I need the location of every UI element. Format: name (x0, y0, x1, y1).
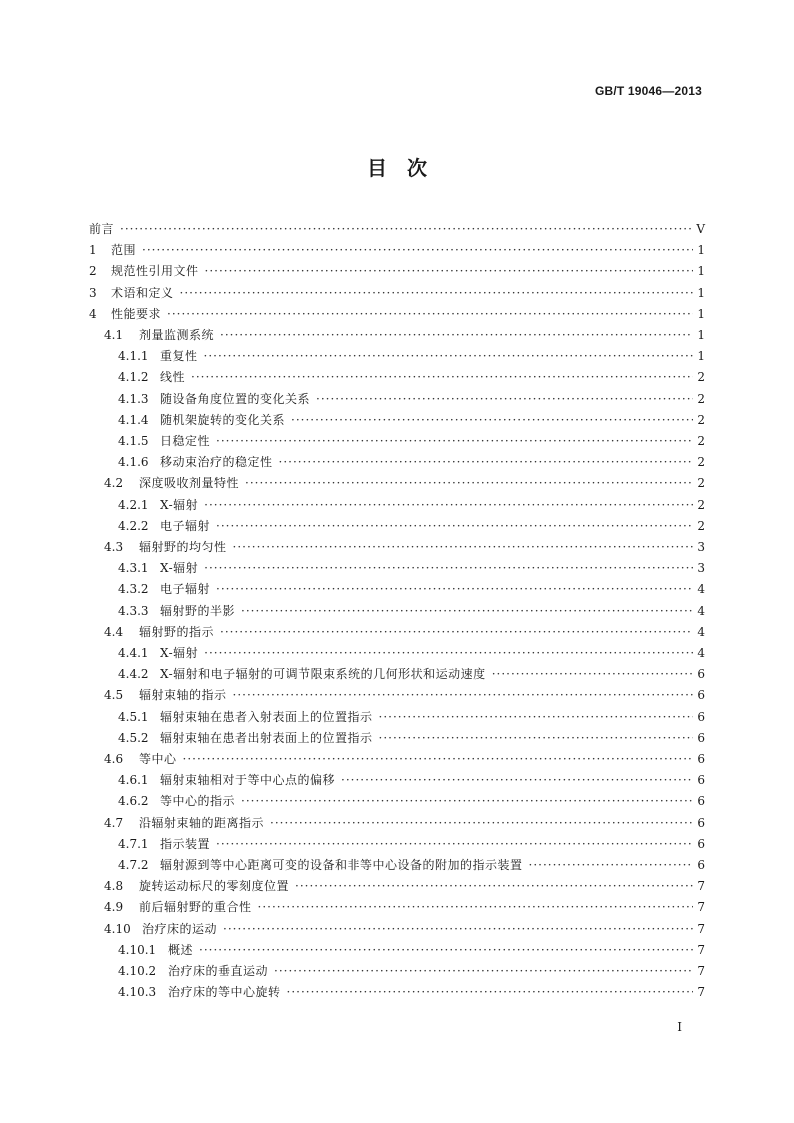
toc-leader-dots (216, 431, 693, 451)
toc-entry[interactable] (118, 982, 705, 1002)
toc-entry-page: 7 (697, 900, 705, 915)
toc-leader-dots (204, 558, 693, 578)
toc-entry-number: 4.6.2 (118, 794, 149, 809)
toc-entry[interactable] (89, 219, 705, 239)
toc-entry[interactable] (118, 855, 705, 875)
toc-leader-dots (287, 982, 693, 1002)
toc-entry[interactable] (118, 834, 705, 854)
toc-leader-dots (341, 770, 693, 790)
toc-entry-title: X-辐射 (160, 561, 199, 576)
toc-entry[interactable] (118, 389, 705, 409)
toc-entry[interactable] (118, 367, 705, 387)
toc-entry[interactable] (118, 664, 705, 684)
toc-entry[interactable] (118, 940, 705, 960)
toc-entry-number: 4.7.2 (118, 858, 149, 872)
page-number: I (677, 1020, 682, 1034)
toc-entry-page: 6 (697, 794, 705, 809)
toc-entry-number: 2 (89, 264, 97, 279)
toc-entry-page: 1 (697, 243, 705, 258)
toc-entry-title: 指示装置 (160, 836, 211, 851)
toc-entry-title: 概述 (168, 942, 194, 957)
toc-entry-page: 7 (697, 964, 705, 978)
toc-entry-page: 2 (697, 455, 705, 470)
toc-entry-page: 6 (697, 773, 705, 788)
toc-entry-number: 4.1.1 (118, 349, 149, 364)
toc-leader-dots (120, 219, 692, 239)
toc-entry-page: 1 (697, 285, 705, 300)
toc-entry-page: 6 (697, 730, 705, 745)
toc-entry-title: 治疗床的等中心旋转 (168, 985, 281, 1000)
toc-leader-dots (216, 579, 693, 599)
toc-entry-number: 4.10 (104, 921, 131, 936)
toc-entry-title: 辐射野的半影 (160, 603, 236, 618)
toc-entry[interactable] (118, 770, 705, 790)
toc-entry-title: 旋转运动标尺的零刻度位置 (139, 879, 290, 894)
toc-entry-title: 辐射源到等中心距离可变的设备和非等中心设备的附加的指示装置 (160, 858, 523, 872)
toc-leader-dots (233, 537, 693, 557)
toc-entry[interactable] (118, 346, 705, 366)
toc-entry[interactable] (118, 579, 705, 599)
toc-entry-title: 移动束治疗的稳定性 (160, 455, 273, 470)
toc-entry-title: 等中心的指示 (160, 794, 236, 809)
toc-leader-dots (295, 876, 693, 896)
toc-entry[interactable] (104, 685, 705, 705)
toc-entry-number: 4.6.1 (118, 773, 149, 788)
toc-leader-dots (216, 516, 693, 536)
toc-entry-number: 4.3.3 (118, 603, 149, 618)
toc-entry-number: 4.3.2 (118, 582, 149, 597)
toc-entry-number: 1 (89, 243, 97, 258)
toc-entry-title: 电子辐射 (160, 582, 211, 597)
toc-entry[interactable] (89, 304, 705, 324)
toc-leader-dots (191, 367, 693, 387)
toc-entry-page: 1 (697, 349, 705, 364)
toc-entry-title: X-辐射 (160, 497, 199, 512)
toc-leader-dots (183, 749, 693, 769)
toc-entry-title: 前后辐射野的重合性 (139, 900, 252, 915)
toc-entry-page: 2 (697, 370, 705, 385)
toc-entry-number: 4.8 (104, 879, 124, 894)
toc-entry-page: 2 (697, 497, 705, 512)
toc-leader-dots (241, 601, 693, 621)
toc-entry[interactable] (118, 728, 705, 748)
toc-entry-number: 4.2 (104, 476, 124, 491)
toc-entry[interactable] (104, 325, 705, 345)
toc-entry-title: 前言 (89, 222, 115, 236)
toc-entry-number: 4.2.2 (118, 518, 149, 533)
toc-leader-dots (245, 473, 693, 493)
toc-entry-title: 等中心 (139, 752, 177, 766)
toc-entry-title: 规范性引用文件 (111, 264, 199, 279)
toc-entry-page: 1 (697, 306, 705, 321)
toc-entry-number: 4.1.5 (118, 434, 149, 448)
toc-entry[interactable] (104, 473, 705, 493)
toc-entry-number: 4.1 (104, 328, 124, 342)
toc-entry[interactable] (104, 876, 705, 896)
toc-entry-page: 1 (697, 264, 705, 279)
toc-entry-page: 3 (697, 561, 705, 576)
toc-entry[interactable] (89, 240, 705, 260)
toc-entry[interactable] (118, 495, 705, 515)
toc-leader-dots (316, 389, 693, 409)
toc-entry-title: 术语和定义 (111, 285, 174, 300)
toc-entry-number: 4.7.1 (118, 836, 149, 851)
toc-entry[interactable] (118, 410, 705, 430)
toc-entry-number: 4.1.2 (118, 370, 149, 385)
toc-entry-title: 治疗床的垂直运动 (168, 964, 269, 978)
toc-entry[interactable] (104, 537, 705, 557)
toc-entry-title: 治疗床的运动 (142, 921, 218, 936)
toc-entry-number: 4.5.2 (118, 730, 149, 745)
toc-entry-number: 4.4.2 (118, 667, 149, 682)
toc-entry[interactable] (118, 791, 705, 811)
toc-leader-dots (279, 452, 693, 472)
toc-entry-page: 6 (697, 815, 705, 830)
toc-entry-page: 7 (697, 942, 705, 957)
toc-entry-title: X-辐射和电子辐射的可调节限束系统的几何形状和运动速度 (160, 667, 486, 682)
toc-entry-title: 重复性 (160, 349, 198, 364)
toc-entry-title: 沿辐射束轴的距离指示 (139, 815, 265, 830)
toc-leader-dots (220, 325, 693, 345)
toc-entry-number: 4.1.6 (118, 455, 149, 470)
toc-leader-dots (216, 834, 693, 854)
toc-entry-number: 4.3 (104, 540, 124, 554)
toc-entry-title: 电子辐射 (160, 518, 211, 533)
toc-entry-number: 4.9 (104, 900, 124, 915)
toc-entry[interactable] (118, 707, 705, 727)
toc-leader-dots (204, 346, 693, 366)
toc-leader-dots (142, 240, 693, 260)
toc-entry-page: 6 (697, 688, 705, 703)
toc-entry-page: V (696, 222, 705, 236)
toc-entry-page: 7 (697, 985, 705, 1000)
toc-entry[interactable] (104, 749, 705, 769)
toc-leader-dots (199, 940, 693, 960)
toc-leader-dots (204, 643, 693, 663)
toc-entry-page: 3 (697, 540, 705, 554)
toc-entry-number: 4.10.3 (118, 985, 157, 1000)
toc-entry-page: 6 (697, 858, 705, 872)
toc-entry[interactable] (118, 431, 705, 451)
toc-entry-title: 随设备角度位置的变化关系 (160, 391, 311, 406)
page-title: 目 次 (367, 156, 427, 180)
toc-entry-page: 4 (697, 603, 705, 618)
toc-entry-number: 4.1.4 (118, 412, 149, 427)
toc-entry-title: 剂量监测系统 (139, 328, 215, 342)
toc-leader-dots (223, 919, 693, 939)
toc-entry-page: 2 (697, 518, 705, 533)
toc-entry[interactable] (104, 897, 705, 917)
toc-entry[interactable] (118, 558, 705, 578)
toc-leader-dots (270, 813, 693, 833)
toc-entry-title: 辐射束轴在患者出射表面上的位置指示 (160, 730, 373, 745)
toc-entry-number: 4.10.1 (118, 942, 157, 957)
toc-entry-number: 4.5 (104, 688, 124, 703)
toc-leader-dots (258, 897, 693, 917)
toc-entry-title: 范围 (111, 243, 137, 258)
toc-entry-page: 4 (697, 624, 705, 639)
toc-entry-page: 4 (697, 646, 705, 660)
toc-entry-title: 辐射束轴的指示 (139, 688, 227, 703)
toc-entry[interactable] (118, 601, 705, 621)
toc-entry-page: 6 (697, 709, 705, 724)
toc-leader-dots (492, 664, 693, 684)
toc-entry-number: 4.7 (104, 815, 124, 830)
toc-entry-page: 6 (697, 667, 705, 682)
toc-entry-number: 4.3.1 (118, 561, 149, 576)
toc-entry-page: 2 (697, 434, 705, 448)
toc-leader-dots (291, 410, 693, 430)
toc-leader-dots (233, 685, 693, 705)
toc-entry-title: 性能要求 (111, 306, 162, 321)
toc-entry-page: 6 (697, 836, 705, 851)
toc-entry[interactable] (89, 283, 705, 303)
toc-entry[interactable] (118, 643, 705, 663)
toc-entry-title: 辐射野的指示 (139, 624, 215, 639)
toc-entry-number: 4.2.1 (118, 497, 149, 512)
toc-leader-dots (241, 791, 693, 811)
toc-entry-number: 3 (89, 285, 97, 300)
standard-code: GB/T 19046—2013 (594, 84, 702, 98)
toc-entry-page: 6 (697, 752, 705, 766)
toc-entry-number: 4.6 (104, 752, 124, 766)
toc-leader-dots (180, 283, 693, 303)
toc-leader-dots (204, 495, 693, 515)
toc-entry-number: 4.1.3 (118, 391, 149, 406)
toc-leader-dots (379, 707, 693, 727)
toc-entry-number: 4.4 (104, 624, 124, 639)
toc-entry-title: 随机架旋转的变化关系 (160, 412, 286, 427)
toc-leader-dots (220, 622, 693, 642)
toc-entry-number: 4.4.1 (118, 646, 149, 660)
toc-entry-page: 2 (697, 412, 705, 427)
toc-leader-dots (274, 961, 693, 981)
toc-entry-number: 4.5.1 (118, 709, 149, 724)
toc-leader-dots (529, 855, 693, 875)
toc-entry-page: 4 (697, 582, 705, 597)
toc-entry-title: 日稳定性 (160, 434, 211, 448)
toc-entry-title: 深度吸收剂量特性 (139, 476, 240, 491)
toc-entry-page: 2 (697, 391, 705, 406)
toc-entry-title: 辐射束轴相对于等中心点的偏移 (160, 773, 336, 788)
toc-entry[interactable] (118, 516, 705, 536)
toc-entry-page: 2 (697, 476, 705, 491)
toc-entry-number: 4.10.2 (118, 964, 157, 978)
toc-entry[interactable] (104, 622, 705, 642)
toc-entry-page: 7 (697, 921, 705, 936)
toc-entry-title: 辐射束轴在患者入射表面上的位置指示 (160, 709, 373, 724)
toc-leader-dots (167, 304, 693, 324)
toc-entry[interactable] (118, 961, 705, 981)
toc-entry[interactable] (89, 261, 705, 281)
toc-entry-title: X-辐射 (160, 646, 199, 660)
toc-entry-page: 1 (697, 328, 705, 342)
toc-entry[interactable] (104, 813, 705, 833)
toc-leader-dots (205, 261, 693, 281)
toc-entry-title: 辐射野的均匀性 (139, 540, 227, 554)
toc-entry[interactable] (118, 452, 705, 472)
toc-entry-page: 7 (697, 879, 705, 894)
toc-entry-title: 线性 (160, 370, 186, 385)
toc-entry-number: 4 (89, 306, 97, 321)
toc-leader-dots (379, 728, 693, 748)
toc-entry[interactable] (104, 919, 705, 939)
